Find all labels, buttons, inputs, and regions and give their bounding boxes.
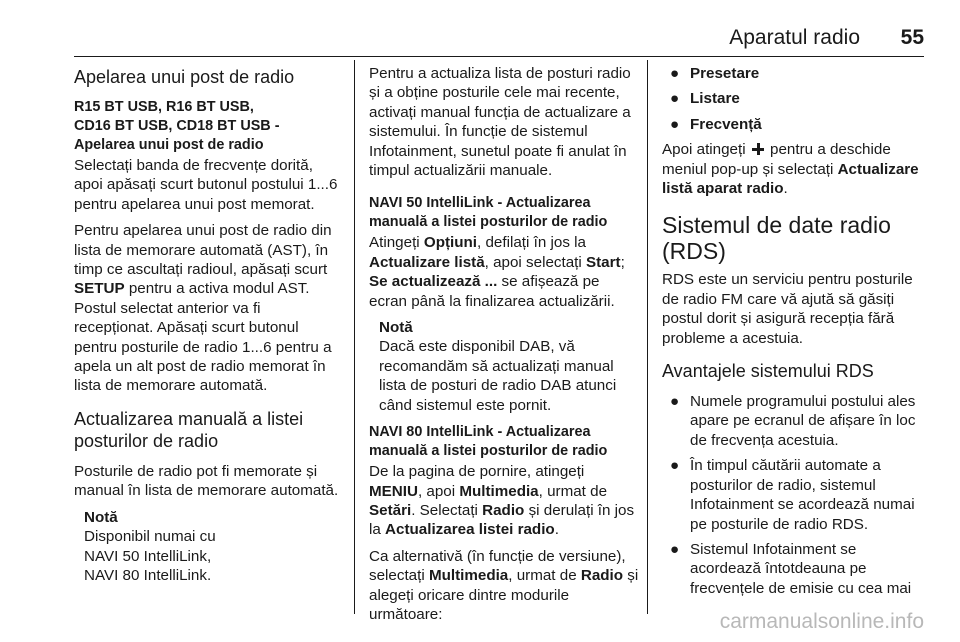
paragraph: Atingeți Opțiuni, defilați în jos la Actualizare listă, apoi selectați Start; Se actualizează ... se afișează pe ecran până la finalizarea actualizării. <box>369 234 625 310</box>
list-item: ● Frecvență <box>670 115 762 133</box>
column-2 <box>369 64 641 631</box>
plus-icon <box>752 143 764 155</box>
note-box: Notă Disponibil numai cu NAVI 50 IntelliLink, NAVI 80 IntelliLink. <box>74 508 342 586</box>
paragraph: Posturile de radio pot fi memorate și manual în lista de memorare automată. <box>74 462 339 500</box>
paragraph: Pentru apelarea unui post de radio din lista de memorare automată (AST), în timp ce ascultați radioul, apăsați scurt SETUP pentru a activa modul AST. Postul selectat anterior va fi recepționat. Apăsați scurt butonul pentru posturile de radio 1...6 pentru a apela un alt post de radio memorat în lista de memorare automată. <box>74 222 332 395</box>
bullet-list-advantages <box>662 392 930 598</box>
bullet-list-views <box>662 64 930 134</box>
section-heading-rds-advantages: Avantajele sistemului RDS <box>662 361 874 382</box>
column-divider-2 <box>647 60 648 614</box>
paragraph: Apoi atingeți pentru a deschide meniul pop-up și selectați Actualizare listă aparat radio. <box>662 141 919 198</box>
paragraph: Ca alternativă (în funcție de versiune), selectați Multimedia, urmat de Radio și alegeți oricare dintre modurile următoare: <box>369 547 639 623</box>
paragraph: Pentru a actualiza lista de posturi radio și a obține posturile cele mai recente, activați manual funcția de actualizare a sistemului. În funcție de sistemul Infotainment, sunetul poate fi anulat în timpul actualizării manuale. <box>369 65 631 180</box>
list-item: ● În timpul căutării automate a posturilor de radio, sistemul Infotainment se acordează numai pe posturile de radio RDS. <box>670 457 915 533</box>
list-item: ● Listare <box>670 90 740 108</box>
column-3 <box>662 64 930 604</box>
list-item: ● Sistemul Infotainment se acordează întotdeauna pe frecvențele de emisie cu cea mai <box>670 540 912 597</box>
navi80-heading: NAVI 80 IntelliLink - Actualizarea manuală a listei posturilor de radio <box>369 424 608 460</box>
page-header <box>74 26 924 57</box>
paragraph: De la pagina de pornire, atingeți MENIU, apoi Multimedia, urmat de Setări. Selectați Radio și derulați în jos la Actualizarea listei radio. <box>369 463 635 539</box>
section-heading-manual-update: Actualizarea manuală a listei posturilor de radio <box>74 408 304 451</box>
paragraph: RDS este un serviciu pentru posturile de radio FM care vă ajută să găsiți postul dorit și asigură recepția fără probleme a acestuia. <box>662 271 913 347</box>
navi50-heading: NAVI 50 IntelliLink - Actualizarea manuală a listei posturilor de radio <box>369 195 608 231</box>
section-heading-recall: Apelarea unui post de radio <box>74 67 295 87</box>
watermark: carmanualsonline.info <box>719 610 924 633</box>
column-divider-1 <box>354 60 355 614</box>
column-1 <box>74 64 342 593</box>
paragraph: Selectați banda de frecvențe dorită, apoi apăsați scurt butonul postului 1...6 pentru apelarea unui post memorat. <box>74 157 338 213</box>
page-number: 55 <box>900 26 924 49</box>
running-title: Aparatul radio <box>729 26 860 49</box>
models-heading: R15 BT USB, R16 BT USB, CD16 BT USB, CD18 BT USB - Apelarea unui post de radio <box>74 99 280 153</box>
list-item: ● Presetare <box>670 65 760 82</box>
note-box: Notă Dacă este disponibil DAB, vă recomandăm să actualizați manual lista de posturi de radio DAB atunci când sistemul este pornit. <box>369 318 641 415</box>
note-label: Notă <box>84 508 118 526</box>
list-item: ● Numele programului postului ales apare pe ecranul de afișare în loc de frecvența acestuia. <box>670 393 916 449</box>
note-label: Notă <box>379 319 413 337</box>
section-heading-rds: Sistemul de date radio (RDS) <box>662 212 891 265</box>
